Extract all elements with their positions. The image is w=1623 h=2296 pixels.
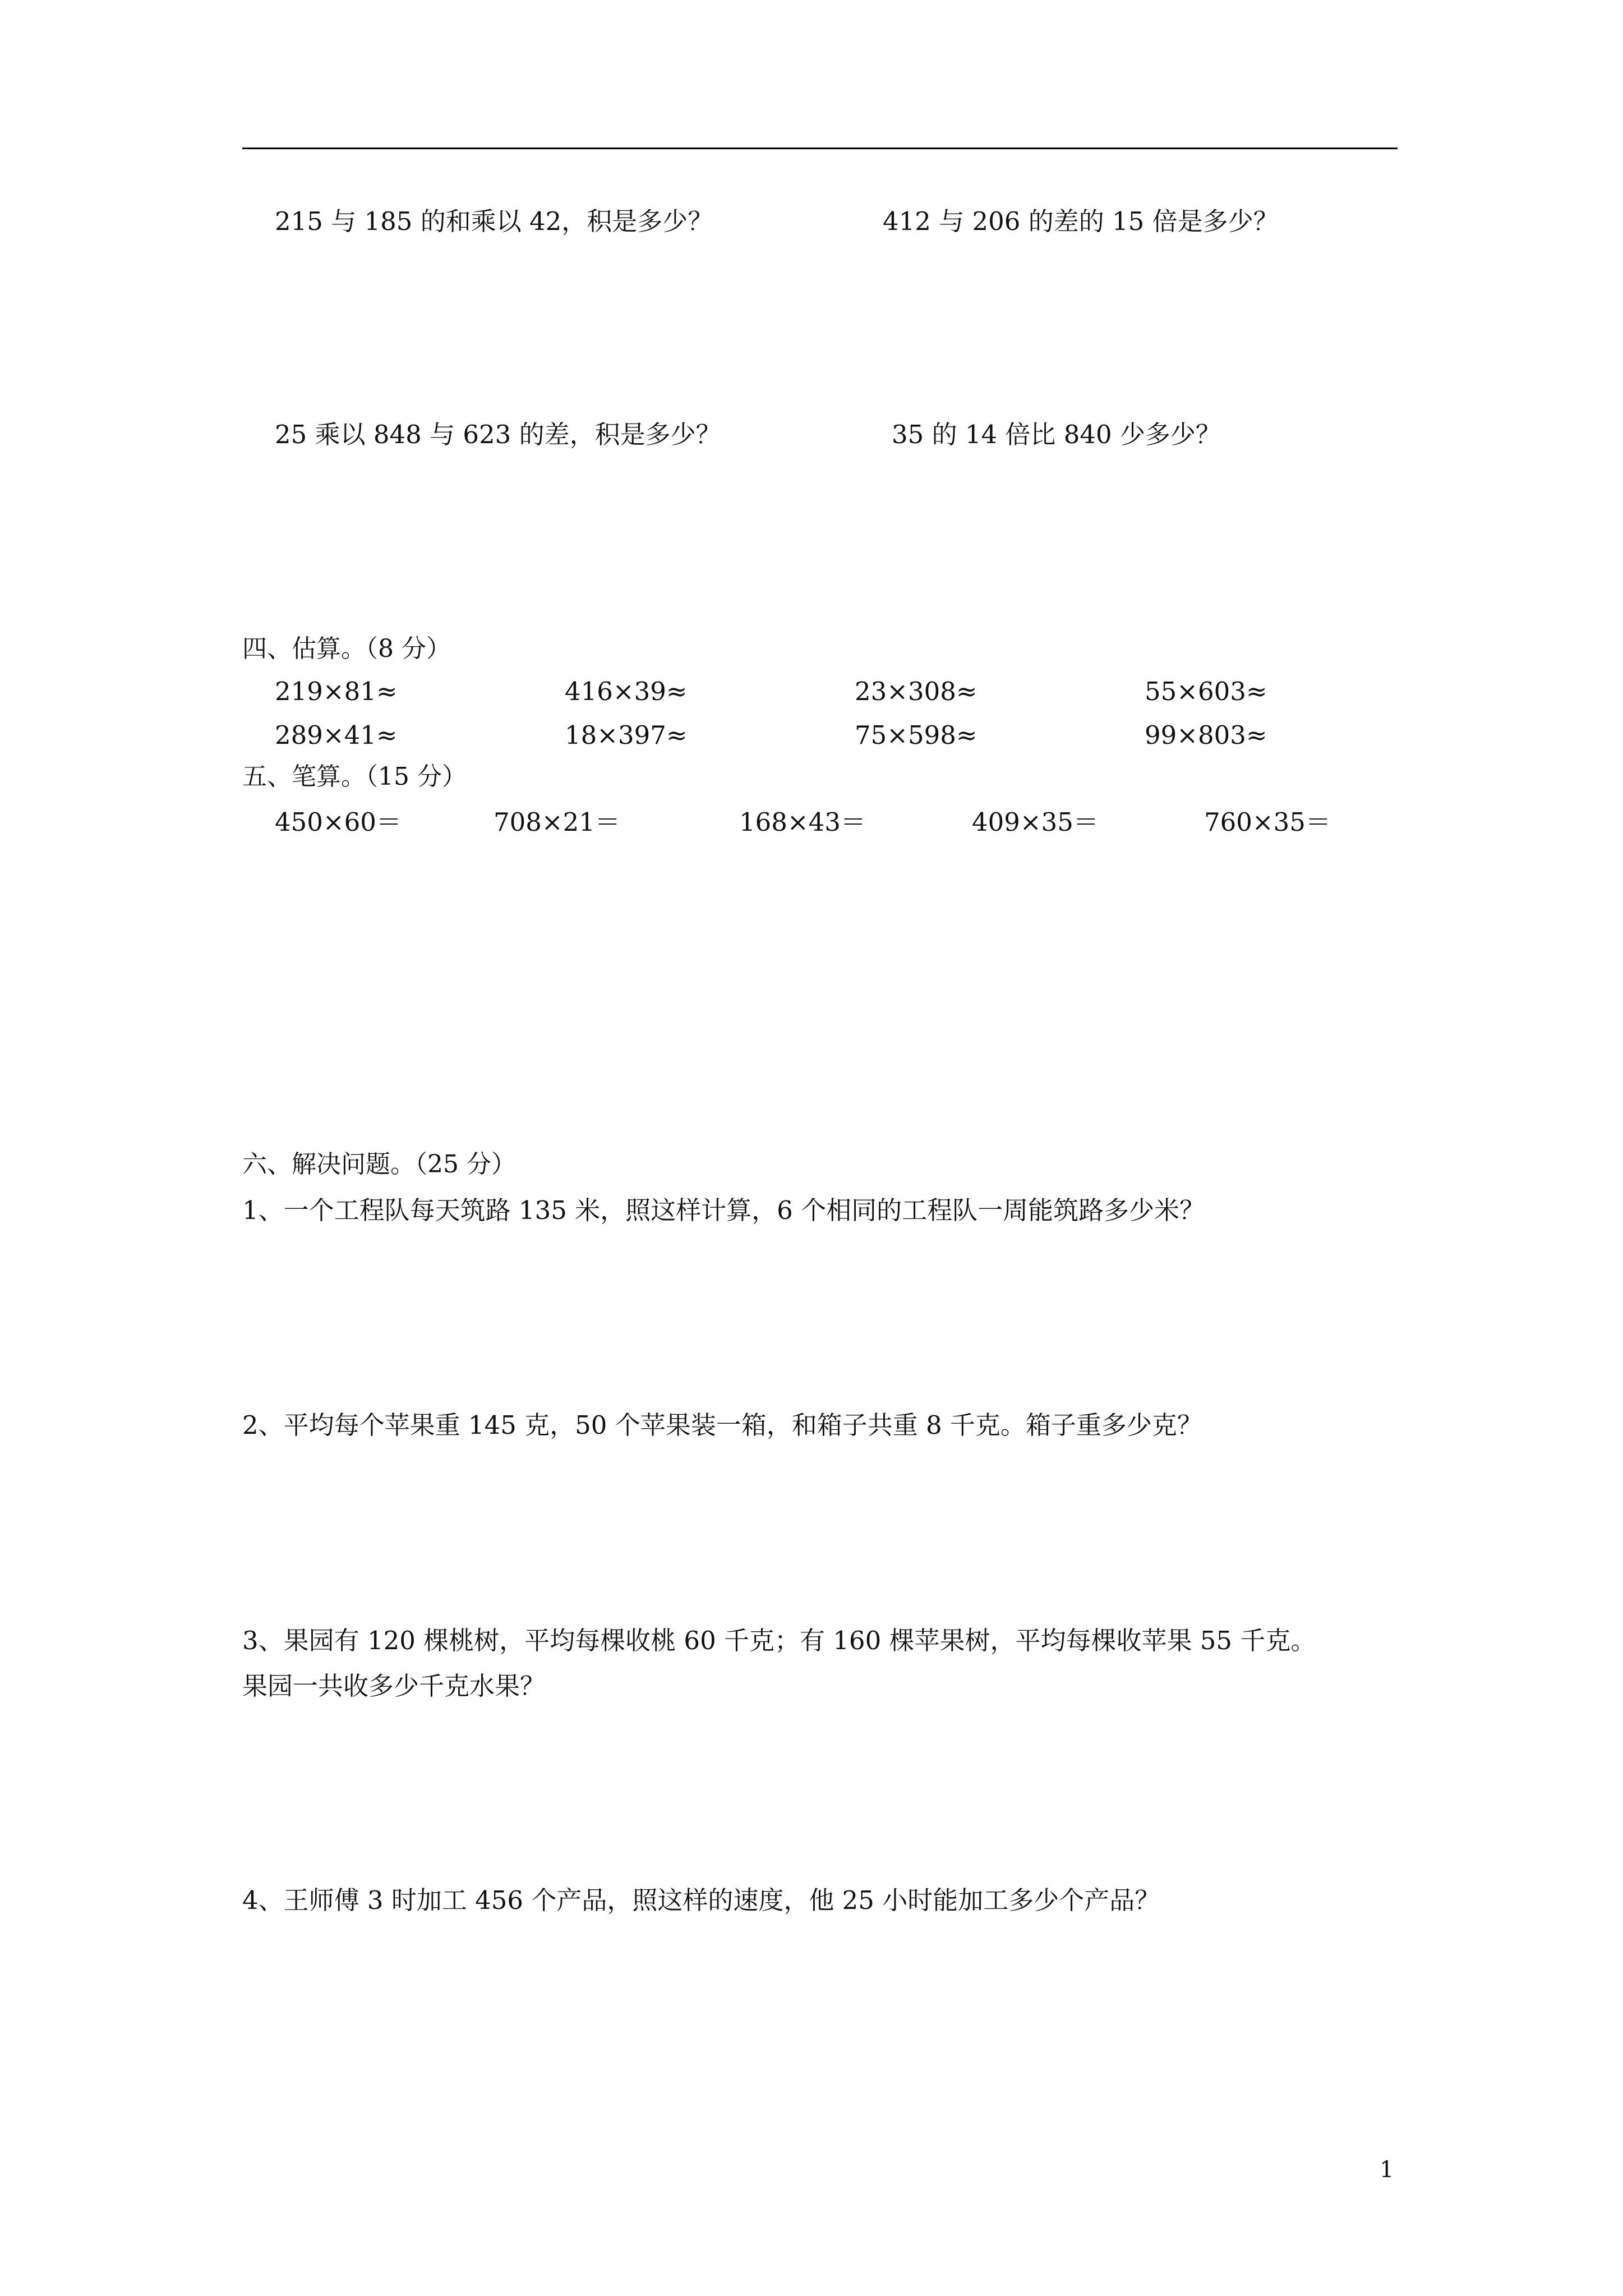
estimate-item: 219×81≈ <box>275 677 398 706</box>
estimate-item: 18×397≈ <box>565 720 688 750</box>
question-difference-times: 412 与 206 的差的 15 倍是多少？ <box>883 206 1279 236</box>
estimate-item: 75×598≈ <box>855 720 978 750</box>
written-calc-item: 409×35＝ <box>972 807 1099 837</box>
problem-3-line-2: 果园一共收多少千克水果？ <box>242 1671 546 1701</box>
estimate-item: 99×803≈ <box>1145 720 1267 750</box>
header-rule <box>242 148 1398 149</box>
question-sum-product: 215 与 185 的和乘以 42，积是多少？ <box>275 206 713 236</box>
problem-3-line-1: 3、果园有 120 棵桃树，平均每棵收桃 60 千克；有 160 棵苹果树，平均每棵收苹果 55 千克。 <box>242 1626 1316 1655</box>
written-calc-item: 760×35＝ <box>1204 807 1331 837</box>
estimate-item: 289×41≈ <box>275 720 398 750</box>
problem-4: 4、王师傅 3 时加工 456 个产品，照这样的速度，他 25 小时能加工多少个产品？ <box>242 1885 1160 1915</box>
written-calc-item: 168×43＝ <box>739 807 866 837</box>
section-5-heading: 五、笔算。（15 分） <box>242 762 467 791</box>
problem-2: 2、平均每个苹果重 145 克，50 个苹果装一箱，和箱子共重 8 千克。箱子重多少克？ <box>242 1410 1202 1440</box>
estimate-item: 23×308≈ <box>855 677 978 706</box>
question-times-difference: 25 乘以 848 与 623 的差，积是多少？ <box>275 420 721 449</box>
estimate-item: 416×39≈ <box>565 677 688 706</box>
problem-1: 1、一个工程队每天筑路 135 米，照这样计算，6 个相同的工程队一周能筑路多少米？ <box>242 1195 1205 1225</box>
section-4-heading: 四、估算。（8 分） <box>242 634 451 663</box>
question-less-than: 35 的 14 倍比 840 少多少？ <box>892 420 1221 449</box>
written-calc-item: 708×21＝ <box>494 807 620 837</box>
page-number: 1 <box>1380 2157 1394 2183</box>
written-calc-item: 450×60＝ <box>275 807 402 837</box>
section-6-heading: 六、解决问题。（25 分） <box>242 1150 516 1179</box>
estimate-item: 55×603≈ <box>1145 677 1267 706</box>
